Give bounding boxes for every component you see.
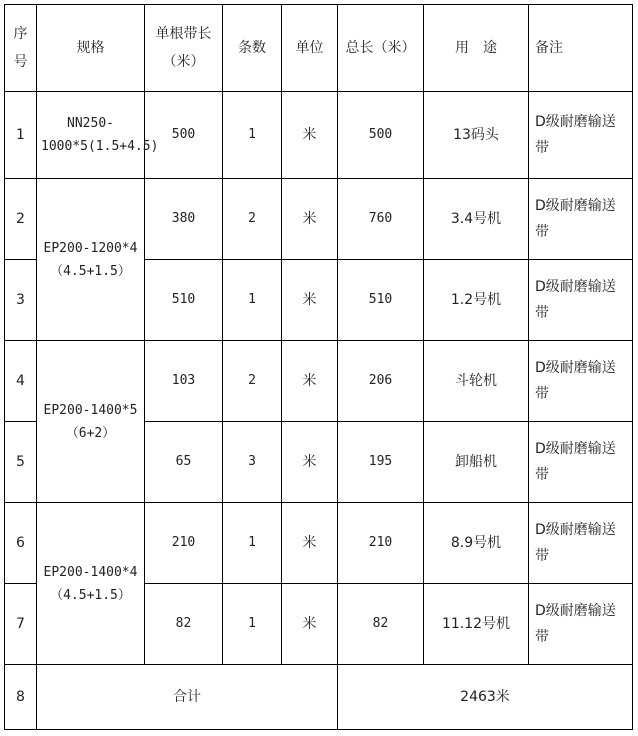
cell-usage: 卸船机 [424, 422, 529, 503]
cell-total: 82 [338, 584, 424, 665]
cell-unit: 米 [282, 260, 338, 341]
cell-spec: EP200-1400*5（6+2） [37, 341, 145, 503]
header-seq: 序号 [5, 5, 37, 92]
cell-spec: EP200-1400*4（4.5+1.5） [37, 503, 145, 665]
cell-seq: 3 [5, 260, 37, 341]
cell-usage: 13码头 [424, 92, 529, 179]
cell-count: 2 [223, 341, 282, 422]
cell-count: 2 [223, 179, 282, 260]
header-count: 条数 [223, 5, 282, 92]
table-row [5, 92, 633, 179]
cell-length: 65 [145, 422, 223, 503]
header-remark: 备注 [529, 5, 633, 92]
table-row [5, 179, 633, 260]
cell-usage: 1.2号机 [424, 260, 529, 341]
conveyor-belt-table [4, 4, 633, 730]
cell-unit: 米 [282, 584, 338, 665]
cell-remark: D级耐磨输送带 [529, 584, 633, 665]
cell-length: 380 [145, 179, 223, 260]
cell-remark: D级耐磨输送带 [529, 260, 633, 341]
cell-unit: 米 [282, 422, 338, 503]
header-single-length: 单根带长（米） [145, 5, 223, 92]
cell-total: 760 [338, 179, 424, 260]
cell-seq: 8 [5, 665, 37, 730]
cell-count: 1 [223, 584, 282, 665]
cell-count: 1 [223, 503, 282, 584]
cell-total: 510 [338, 260, 424, 341]
total-row [5, 665, 633, 730]
cell-remark: D级耐磨输送带 [529, 92, 633, 179]
header-usage: 用 途 [424, 5, 529, 92]
cell-length: 103 [145, 341, 223, 422]
cell-count: 1 [223, 92, 282, 179]
cell-spec: EP200-1200*4（4.5+1.5） [37, 179, 145, 341]
header-total-length: 总长（米） [338, 5, 424, 92]
header-row [5, 5, 633, 92]
cell-total: 500 [338, 92, 424, 179]
cell-usage: 3.4号机 [424, 179, 529, 260]
cell-unit: 米 [282, 92, 338, 179]
cell-total: 206 [338, 341, 424, 422]
cell-seq: 2 [5, 179, 37, 260]
cell-unit: 米 [282, 341, 338, 422]
cell-spec: NN250-1000*5(1.5+4.5) [37, 92, 145, 179]
table-row [5, 503, 633, 584]
cell-count: 3 [223, 422, 282, 503]
cell-remark: D级耐磨输送带 [529, 503, 633, 584]
cell-length: 500 [145, 92, 223, 179]
cell-remark: D级耐磨输送带 [529, 341, 633, 422]
cell-count: 1 [223, 260, 282, 341]
total-label: 合计 [37, 665, 338, 730]
cell-length: 510 [145, 260, 223, 341]
cell-length: 210 [145, 503, 223, 584]
cell-total: 195 [338, 422, 424, 503]
cell-remark: D级耐磨输送带 [529, 179, 633, 260]
table-row [5, 341, 633, 422]
cell-seq: 5 [5, 422, 37, 503]
cell-seq: 6 [5, 503, 37, 584]
header-spec: 规格 [37, 5, 145, 92]
cell-remark: D级耐磨输送带 [529, 422, 633, 503]
cell-usage: 斗轮机 [424, 341, 529, 422]
cell-unit: 米 [282, 503, 338, 584]
cell-length: 82 [145, 584, 223, 665]
cell-seq: 1 [5, 92, 37, 179]
total-value: 2463米 [338, 665, 633, 730]
cell-seq: 7 [5, 584, 37, 665]
cell-usage: 11.12号机 [424, 584, 529, 665]
cell-total: 210 [338, 503, 424, 584]
cell-usage: 8.9号机 [424, 503, 529, 584]
header-unit: 单位 [282, 5, 338, 92]
cell-seq: 4 [5, 341, 37, 422]
cell-unit: 米 [282, 179, 338, 260]
